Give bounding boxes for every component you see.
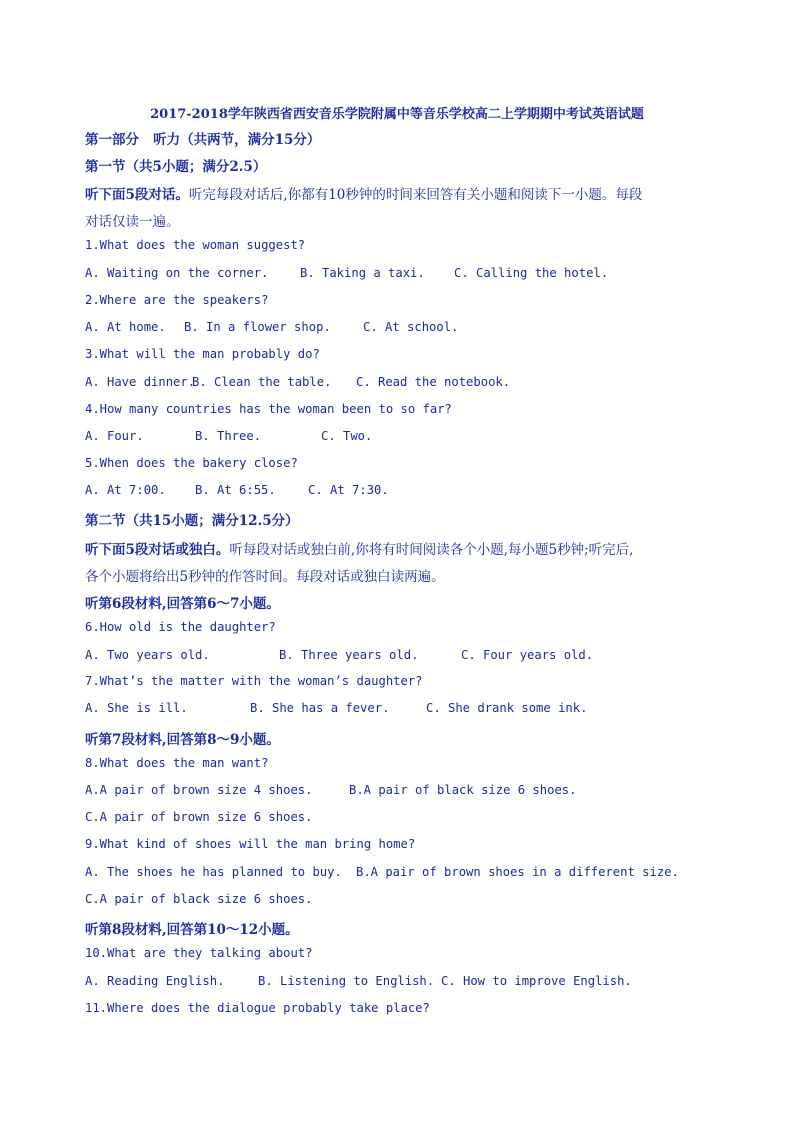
option-c: C. At school. <box>363 320 459 334</box>
option-a: A. Reading English. <box>85 974 225 988</box>
option-b: B.A pair of black size 6 shoes. <box>349 783 577 797</box>
option-c: C. How to improve English. <box>441 974 632 988</box>
instruction-text: 听每段对话或独白前,你将有时间阅读各个小题,每小题5秒钟;听完后, <box>229 542 634 558</box>
material-7-heading: 听第7段材料,回答第8～9小题。 <box>85 732 280 748</box>
section-one-heading: 第一节（共5小题；满分2.5） <box>85 159 267 175</box>
option-a: A. At home. <box>85 320 166 334</box>
section-two-instructions <box>85 538 633 558</box>
instruction-bold: 听下面5段对话或独白。 <box>85 542 230 558</box>
instruction-bold: 听下面5段对话。 <box>85 187 189 203</box>
material-8-heading: 听第8段材料,回答第10～12小题。 <box>85 922 299 938</box>
option-b: B. She has a fever. <box>250 701 390 715</box>
question-9: 9.What kind of shoes will the man bring home? <box>85 837 416 851</box>
part-one-heading: 第一部分 听力（共两节，满分15分） <box>85 132 321 148</box>
question-9-option-c: C.A pair of black size 6 shoes. <box>85 892 313 906</box>
option-b: B.A pair of brown shoes in a different size. <box>356 865 679 879</box>
option-a: A. She is ill. <box>85 701 188 715</box>
section-two-instructions-cont: 各个小题将给出5秒钟的作答时间。每段对话或独白读两遍。 <box>85 569 445 585</box>
option-a: A. At 7:00. <box>85 483 166 497</box>
option-c: C. Two. <box>321 429 373 443</box>
option-b: B. At 6:55. <box>195 483 276 497</box>
option-b: B. Clean the table. <box>192 375 332 389</box>
question-3: 3.What will the man probably do? <box>85 347 320 361</box>
option-a: A. The shoes he has planned to buy. <box>85 865 342 879</box>
question-11: 11.Where does the dialogue probably take place? <box>85 1001 430 1015</box>
question-1: 1.What does the woman suggest? <box>85 238 306 252</box>
exam-title: 2017-2018学年陕西省西安音乐学院附属中等音乐学校高二上学期期中考试英语试题 <box>150 107 644 122</box>
question-2: 2.Where are the speakers? <box>85 293 269 307</box>
option-b: B. Three. <box>195 429 262 443</box>
question-8-option-c: C.A pair of brown size 6 shoes. <box>85 810 313 824</box>
question-6: 6.How old is the daughter? <box>85 620 276 634</box>
question-4: 4.How many countries has the woman been to so far? <box>85 402 452 416</box>
option-c: C. At 7:30. <box>308 483 389 497</box>
section-one-instructions <box>85 183 642 203</box>
option-a: A. Four. <box>85 429 144 443</box>
question-5: 5.When does the bakery close? <box>85 456 298 470</box>
option-a: A. Waiting on the corner. <box>85 266 269 280</box>
option-a: A.A pair of brown size 4 shoes. <box>85 783 313 797</box>
option-b: B. Three years old. <box>279 648 419 662</box>
option-c: C. She drank some ink. <box>426 701 588 715</box>
option-c: C. Four years old. <box>461 648 594 662</box>
option-c: C. Calling the hotel. <box>454 266 609 280</box>
option-a: A. Have dinner. <box>85 375 196 389</box>
option-b: B. Listening to English. <box>258 974 435 988</box>
material-6-heading: 听第6段材料,回答第6～7小题。 <box>85 596 280 612</box>
question-8: 8.What does the man want? <box>85 756 269 770</box>
option-b: B. Taking a taxi. <box>300 266 425 280</box>
section-one-instructions-cont: 对话仅读一遍。 <box>85 214 180 230</box>
section-two-heading: 第二节（共15小题；满分12.5分） <box>85 513 299 529</box>
instruction-text: 听完每段对话后,你都有10秒钟的时间来回答有关小题和阅读下一小题。每段 <box>188 187 643 203</box>
option-c: C. Read the notebook. <box>356 375 511 389</box>
option-b: B. In a flower shop. <box>184 320 331 334</box>
question-10: 10.What are they talking about? <box>85 946 313 960</box>
question-7: 7.What’s the matter with the woman’s daughter? <box>85 674 423 688</box>
option-a: A. Two years old. <box>85 648 210 662</box>
